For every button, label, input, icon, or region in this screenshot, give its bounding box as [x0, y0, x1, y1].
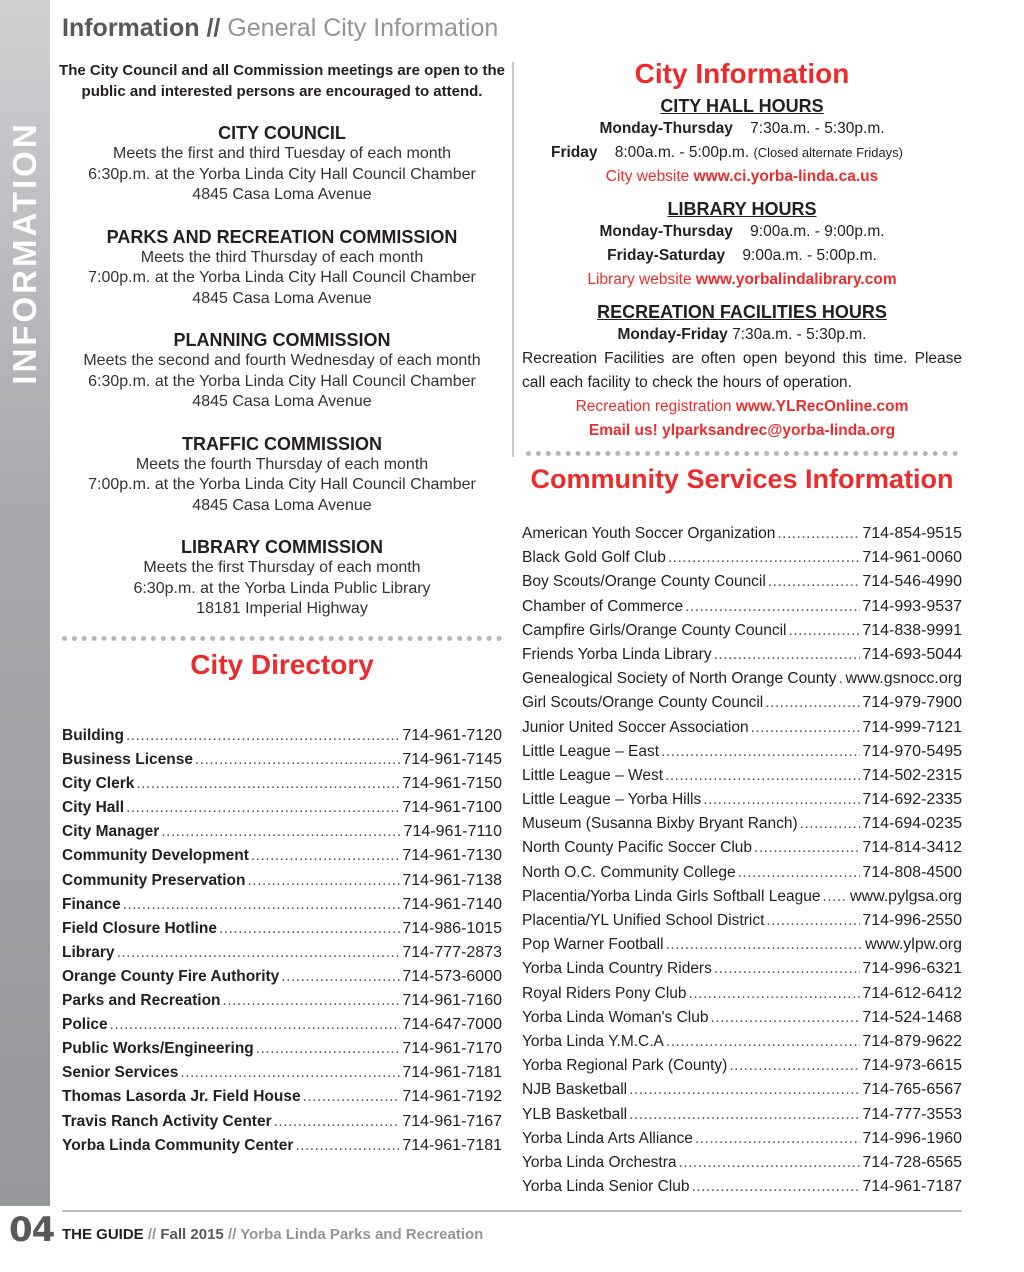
- directory-row: [62, 1040, 502, 1064]
- directory-row: [522, 839, 962, 863]
- entry-name: Thomas Lasorda Jr. Field House: [62, 1088, 301, 1106]
- dot-leader: [180, 1064, 400, 1082]
- directory-row: [522, 936, 962, 960]
- entry-phone[interactable]: 714-961-7192: [402, 1088, 502, 1106]
- meeting-line: 6:30p.m. at the Yorba Linda Public Library: [133, 579, 431, 597]
- entry-name: American Youth Soccer Organization: [522, 525, 776, 542]
- directory-row: [522, 1081, 962, 1105]
- column-divider: [512, 62, 514, 457]
- dot-leader: [281, 968, 400, 986]
- dot-leader: [666, 1033, 860, 1051]
- dot-leader: [303, 1088, 401, 1106]
- dot-leader: [800, 815, 861, 833]
- entry-name: Yorba Linda Country Riders: [522, 960, 712, 978]
- dot-leader: [126, 727, 400, 745]
- dot-leader: [256, 1040, 401, 1058]
- meeting-line: 7:00p.m. at the Yorba Linda City Hall Council Chamber: [88, 476, 476, 493]
- entry-phone[interactable]: 714-961-7187: [862, 1178, 962, 1196]
- header-subsection: General City Information: [227, 14, 499, 42]
- library-website-label: Library website: [587, 271, 692, 288]
- dot-leader: [110, 1016, 401, 1034]
- directory-row: [62, 992, 502, 1016]
- directory-row: [522, 767, 962, 791]
- footer-sep: //: [227, 1226, 237, 1243]
- directory-row: [62, 1088, 502, 1112]
- entry-phone[interactable]: 714-546-4990: [862, 573, 962, 591]
- directory-row: [522, 743, 962, 767]
- entry-name: Building: [62, 727, 124, 744]
- hours-time: 9:00a.m. - 9:00p.m.: [750, 223, 885, 240]
- hours-time: 7:30a.m. - 5:30p.m.: [750, 120, 885, 137]
- entry-name: YLB Basketball: [522, 1105, 628, 1123]
- meeting-line: Meets the first and third Tuesday of each month: [113, 145, 451, 162]
- entry-phone[interactable]: 714-647-7000: [402, 1016, 502, 1034]
- dotted-divider: [526, 451, 958, 456]
- meeting-block: [58, 226, 506, 310]
- meeting-title: CITY COUNCIL: [218, 123, 346, 143]
- entry-name: Field Closure Hotline: [62, 919, 218, 937]
- entry-phone[interactable]: 714-996-6321: [862, 960, 962, 978]
- city-info-column: [522, 58, 962, 495]
- dot-leader: [223, 992, 401, 1010]
- city-hall-heading: CITY HALL HOURS: [660, 96, 824, 116]
- entry-name: Museum (Susanna Bixby Bryant Ranch): [522, 815, 798, 833]
- entry-name: Finance: [62, 895, 121, 913]
- hours-day: Friday-Saturday: [607, 247, 726, 264]
- directory-row: [522, 1033, 962, 1057]
- dot-leader: [711, 1009, 861, 1027]
- dot-leader: [195, 751, 400, 769]
- dot-leader: [729, 1057, 860, 1075]
- entry-phone[interactable]: 714-999-7121: [862, 718, 962, 736]
- header-section: Information: [62, 14, 200, 42]
- footer-rule: [62, 1210, 962, 1212]
- library-row: [522, 220, 962, 244]
- meeting-title: PARKS AND RECREATION COMMISSION: [106, 226, 458, 247]
- meeting-title: TRAFFIC COMMISSION: [182, 433, 382, 454]
- dot-leader: [126, 799, 400, 817]
- hours-time: 8:00a.m. - 5:00p.m.: [614, 144, 750, 161]
- directory-row: [62, 799, 502, 823]
- community-services: [522, 525, 962, 1202]
- hours-time: 7:30a.m. - 5:30p.m.: [732, 326, 867, 343]
- library-row: [522, 244, 962, 268]
- entry-name: Travis Ranch Activity Center: [62, 1112, 272, 1130]
- entry-name: Black Gold Golf Club: [522, 549, 666, 567]
- registration-link[interactable]: www.YLRecOnline.com: [735, 398, 909, 415]
- entry-phone[interactable]: 714-961-7181: [402, 1136, 502, 1154]
- intro-text: The City Council and all Commission meetings are open to the public and interested persons are encouraged to attend.: [59, 62, 505, 100]
- dot-leader: [788, 622, 860, 640]
- directory-row: [522, 1178, 962, 1202]
- dot-leader: [765, 694, 860, 712]
- dotted-divider: [62, 636, 502, 641]
- directory-row: [522, 912, 962, 936]
- registration-label: Recreation registration: [575, 398, 732, 415]
- entry-phone[interactable]: www.pylgsa.org: [849, 887, 962, 905]
- sidebar: [0, 0, 50, 1272]
- directory-row: [62, 872, 502, 896]
- entry-phone[interactable]: 714-979-7900: [862, 694, 962, 712]
- city-directory: [62, 727, 502, 1161]
- dot-leader: [136, 775, 400, 793]
- dot-leader: [768, 573, 861, 591]
- dot-leader: [661, 743, 860, 761]
- entry-name: Little League – East: [522, 742, 660, 760]
- dot-leader: [247, 872, 400, 890]
- entry-phone[interactable]: 714-854-9515: [862, 525, 962, 542]
- meeting-line: Meets the fourth Thursday of each month: [135, 455, 429, 473]
- entry-phone[interactable]: 714-961-7140: [402, 895, 502, 913]
- hours-day: Monday-Thursday: [599, 223, 733, 240]
- hours-note: (Closed alternate Fridays): [753, 145, 904, 160]
- meeting-block: [58, 122, 506, 206]
- entry-phone[interactable]: 714-961-7167: [402, 1112, 502, 1130]
- entry-name: North County Pacific Soccer Club: [522, 839, 753, 857]
- meeting-block: [58, 536, 506, 620]
- directory-row: [62, 896, 502, 920]
- meeting-block: [58, 329, 506, 413]
- dot-leader: [714, 646, 861, 664]
- meeting-line: 18181 Imperial Highway: [196, 600, 368, 617]
- footer-guide: THE GUIDE: [62, 1226, 144, 1243]
- page-number: 04: [9, 1210, 55, 1250]
- dot-leader: [738, 864, 861, 882]
- meeting-line: 4845 Casa Loma Avenue: [192, 496, 372, 514]
- dot-leader: [822, 888, 848, 906]
- directory-row: [522, 573, 962, 597]
- entry-name: Parks and Recreation: [62, 992, 221, 1010]
- directory-row: [522, 888, 962, 912]
- library-website-link[interactable]: www.yorbalindalibrary.com: [695, 271, 897, 288]
- recreation-note: Recreation Facilities are often open beyond this time. Please call each facility to check the hours of operation.: [522, 350, 962, 391]
- dot-leader: [219, 920, 400, 938]
- meeting-line: Meets the first Thursday of each month: [143, 559, 421, 576]
- hours-day: Monday-Friday: [617, 326, 728, 343]
- entry-phone[interactable]: 714-996-1960: [862, 1129, 962, 1147]
- entry-name: North O.C. Community College: [522, 863, 736, 881]
- meeting-block: [58, 433, 506, 517]
- directory-row: [62, 944, 502, 968]
- directory-row: [522, 525, 962, 549]
- dot-leader: [666, 936, 864, 954]
- entry-phone[interactable]: 714-961-7100: [402, 799, 502, 817]
- meeting-title: LIBRARY COMMISSION: [180, 537, 383, 557]
- entry-phone[interactable]: 714-728-6565: [862, 1153, 962, 1171]
- entry-name: Community Preservation: [62, 871, 246, 889]
- dot-leader: [295, 1137, 400, 1155]
- entry-phone[interactable]: 714-814-3412: [862, 839, 962, 857]
- email-label: Email us!: [588, 422, 658, 439]
- directory-row: [522, 549, 962, 573]
- footer-sep: //: [147, 1226, 157, 1243]
- dot-leader: [777, 525, 860, 543]
- entry-name: Community Development: [62, 847, 249, 865]
- dot-leader: [838, 670, 843, 688]
- dot-leader: [695, 1130, 860, 1148]
- sidebar-label: INFORMATION: [6, 121, 43, 385]
- directory-row: [522, 719, 962, 743]
- recreation-heading: RECREATION FACILITIES HOURS: [597, 302, 887, 322]
- directory-row: [522, 622, 962, 646]
- directory-row: [522, 694, 962, 718]
- entry-name: Pop Warner Football: [522, 936, 664, 954]
- dot-leader: [679, 1154, 861, 1172]
- dot-leader: [251, 847, 400, 865]
- entry-phone[interactable]: 714-961-7150: [402, 775, 502, 793]
- entry-phone[interactable]: www.ylpw.org: [865, 936, 962, 954]
- entry-phone[interactable]: 714-986-1015: [402, 919, 502, 937]
- directory-row: [522, 1154, 962, 1178]
- directory-row: [522, 791, 962, 815]
- entry-phone[interactable]: 714-879-9622: [862, 1032, 962, 1050]
- directory-row: [62, 920, 502, 944]
- dot-leader: [629, 1081, 860, 1099]
- entry-name: Yorba Linda Orchestra: [522, 1153, 677, 1171]
- entry-name: Chamber of Commerce: [522, 597, 684, 615]
- hours-day: Friday: [550, 144, 598, 161]
- entry-phone[interactable]: 714-693-5044: [862, 645, 962, 663]
- meeting-line: Meets the second and fourth Wednesday of each month: [83, 352, 481, 369]
- city-website-link[interactable]: www.ci.yorba-linda.ca.us: [693, 168, 879, 185]
- dot-leader: [668, 549, 860, 567]
- entry-phone[interactable]: 714-838-9991: [862, 621, 962, 639]
- directory-row: [522, 1106, 962, 1130]
- email-link[interactable]: ylparksandrec@yorba-linda.org: [662, 422, 896, 439]
- library-heading: LIBRARY HOURS: [667, 199, 817, 219]
- directory-row: [522, 1130, 962, 1154]
- directory-row: [62, 775, 502, 799]
- entry-phone[interactable]: 714-961-7181: [402, 1064, 502, 1082]
- entry-phone[interactable]: 714-808-4500: [862, 863, 962, 881]
- city-hall-row: [492, 141, 962, 165]
- entry-phone[interactable]: 714-961-7170: [402, 1040, 502, 1058]
- meeting-line: 6:30p.m. at the Yorba Linda City Hall Council Chamber: [88, 165, 476, 183]
- entry-phone[interactable]: 714-961-7145: [402, 751, 502, 769]
- footer-org: Yorba Linda Parks and Recreation: [240, 1226, 484, 1243]
- directory-row: [522, 815, 962, 839]
- entry-name: Placentia/Yorba Linda Girls Softball League: [522, 887, 821, 905]
- meeting-line: 4845 Casa Loma Avenue: [192, 393, 372, 410]
- meeting-line: 7:00p.m. at the Yorba Linda City Hall Council Chamber: [88, 269, 476, 286]
- entry-phone[interactable]: 714-961-7160: [402, 992, 502, 1010]
- directory-row: [522, 1057, 962, 1081]
- entry-phone[interactable]: 714-961-7138: [402, 871, 502, 889]
- services-title: Community Services Information: [530, 464, 954, 494]
- entry-phone[interactable]: 714-961-0060: [862, 549, 962, 567]
- meeting-title: PLANNING COMMISSION: [173, 330, 391, 350]
- dot-leader: [274, 1113, 401, 1131]
- entry-name: NJB Basketball: [522, 1081, 628, 1099]
- directory-row: [62, 751, 502, 775]
- city-hall-row: [522, 117, 962, 141]
- directory-title: City Directory: [190, 648, 374, 680]
- directory-row: [62, 1137, 502, 1161]
- entry-name: Yorba Regional Park (County): [522, 1057, 728, 1075]
- footer-season: Fall 2015: [160, 1226, 224, 1243]
- directory-row: [522, 1009, 962, 1033]
- dot-leader: [766, 912, 860, 930]
- dot-leader: [629, 1106, 860, 1124]
- entry-phone[interactable]: 714-961-7120: [402, 727, 502, 744]
- registration-line: [522, 395, 962, 419]
- dot-leader: [685, 598, 860, 616]
- entry-name: Orange County Fire Authority: [62, 967, 280, 985]
- directory-row: [522, 864, 962, 888]
- dot-leader: [665, 767, 860, 785]
- entry-name: City Manager: [62, 823, 160, 841]
- meeting-line: Meets the third Thursday of each month: [140, 248, 424, 266]
- entry-name: Yorba Linda Y.M.C.A: [522, 1032, 664, 1050]
- entry-name: Friends Yorba Linda Library: [522, 645, 712, 663]
- entry-name: Little League – West: [522, 766, 664, 784]
- entry-phone[interactable]: 714-961-7130: [402, 847, 502, 865]
- entry-name: Business License: [62, 751, 193, 769]
- directory-row: [62, 727, 502, 751]
- meeting-line: 4845 Casa Loma Avenue: [192, 186, 372, 203]
- directory-row: [62, 968, 502, 992]
- entry-name: Genealogical Society of North Orange County: [522, 670, 837, 688]
- entry-phone[interactable]: 714-973-6615: [862, 1057, 962, 1075]
- meetings-column: [58, 60, 506, 681]
- entry-name: Yorba Linda Community Center: [62, 1136, 294, 1154]
- entry-name: City Hall: [62, 799, 125, 817]
- dot-leader: [117, 944, 401, 962]
- library-website-line: [522, 268, 962, 292]
- entry-name: Little League – Yorba Hills: [522, 791, 702, 809]
- entry-phone[interactable]: 714-996-2550: [862, 912, 962, 929]
- city-info-title: City Information: [634, 58, 850, 89]
- directory-row: [62, 823, 502, 847]
- entry-phone[interactable]: 714-993-9537: [862, 597, 962, 615]
- entry-phone[interactable]: 714-502-2315: [862, 766, 962, 784]
- entry-name: Girl Scouts/Orange County Council: [522, 694, 764, 712]
- recreation-row: [522, 323, 962, 347]
- entry-phone[interactable]: 714-777-2873: [402, 943, 502, 961]
- entry-name: Yorba Linda Arts Alliance: [522, 1129, 693, 1147]
- dot-leader: [703, 791, 860, 809]
- entry-name: Yorba Linda Woman's Club: [522, 1008, 709, 1026]
- city-website-label: City website: [605, 168, 690, 185]
- entry-name: Public Works/Engineering: [62, 1040, 254, 1058]
- dot-leader: [161, 823, 401, 841]
- email-line: [522, 419, 962, 443]
- meeting-line: 4845 Casa Loma Avenue: [192, 289, 372, 307]
- entry-name: Royal Riders Pony Club: [522, 984, 687, 1002]
- entry-phone[interactable]: 714-573-6000: [402, 967, 502, 985]
- dot-leader: [123, 896, 401, 914]
- entry-phone[interactable]: 714-612-6412: [862, 984, 962, 1002]
- entry-name: Junior United Soccer Association: [522, 718, 749, 736]
- footer: [62, 1226, 483, 1243]
- dot-leader: [754, 839, 860, 857]
- entry-phone[interactable]: 714-694-0235: [862, 815, 962, 833]
- directory-row: [522, 985, 962, 1009]
- page-header: [62, 14, 498, 43]
- dot-leader: [714, 960, 861, 978]
- entry-name: Police: [62, 1016, 108, 1034]
- directory-row: [62, 1113, 502, 1137]
- entry-phone[interactable]: www.gsnocc.org: [845, 670, 962, 688]
- directory-row: [522, 960, 962, 984]
- entry-name: Yorba Linda Senior Club: [522, 1178, 690, 1196]
- dot-leader: [689, 985, 861, 1003]
- directory-row: [522, 670, 962, 694]
- entry-phone[interactable]: 714-777-3553: [862, 1105, 962, 1123]
- dot-leader: [691, 1178, 860, 1196]
- city-website-line: [522, 165, 962, 189]
- hours-time: 9:00a.m. - 5:00p.m.: [742, 247, 877, 264]
- entry-phone[interactable]: 714-765-6567: [862, 1081, 962, 1099]
- hours-day: Monday-Thursday: [599, 120, 733, 137]
- directory-row: [522, 598, 962, 622]
- entry-name: Boy Scouts/Orange County Council: [522, 573, 766, 591]
- entry-name: Placentia/YL Unified School District: [522, 912, 765, 929]
- entry-name: Library: [62, 943, 115, 961]
- entry-name: City Clerk: [62, 775, 135, 793]
- dot-leader: [751, 719, 861, 737]
- directory-row: [62, 1016, 502, 1040]
- entry-phone[interactable]: 714-970-5495: [862, 742, 962, 760]
- meeting-line: 6:30p.m. at the Yorba Linda City Hall Council Chamber: [88, 372, 476, 390]
- directory-row: [62, 1064, 502, 1088]
- directory-row: [62, 847, 502, 871]
- directory-row: [522, 646, 962, 670]
- entry-phone[interactable]: 714-692-2335: [862, 791, 962, 809]
- entry-name: Senior Services: [62, 1064, 179, 1082]
- entry-phone[interactable]: 714-961-7110: [403, 823, 502, 841]
- entry-phone[interactable]: 714-524-1468: [862, 1008, 962, 1026]
- header-separator: //: [206, 14, 221, 42]
- entry-name: Campfire Girls/Orange County Council: [522, 621, 787, 639]
